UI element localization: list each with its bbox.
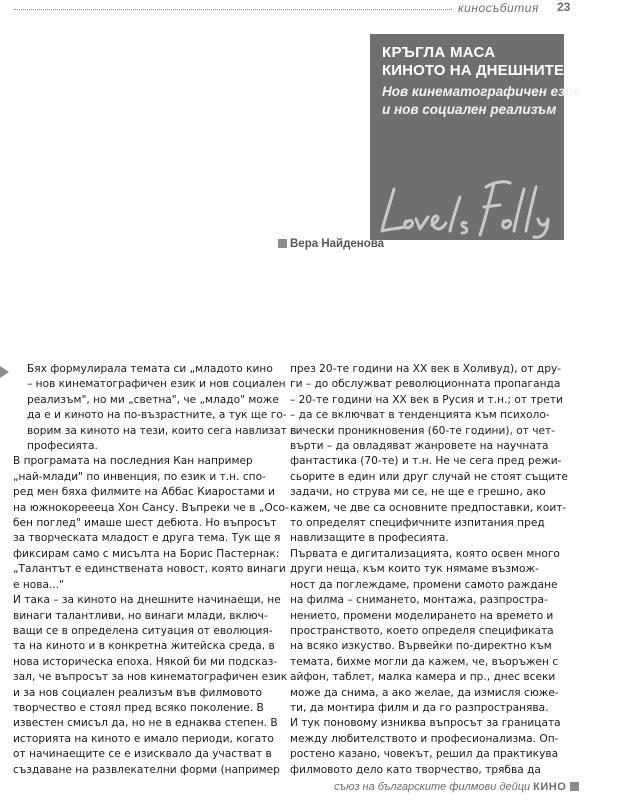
text-line: може да снима, а ако желае, да измисля сюже- bbox=[290, 686, 559, 699]
text-line: между любителството и професионализма. Оп- bbox=[290, 732, 559, 745]
footer-brand: КИНО bbox=[533, 781, 567, 793]
signature-logo bbox=[376, 169, 556, 239]
page-footer bbox=[334, 781, 579, 793]
text-line: темата, бихме могли да кажем, че, въоръжен с bbox=[290, 655, 559, 668]
subtitle-line-1: Нов кинематографичен език bbox=[382, 84, 581, 99]
text-line: на всяко изкуство. Вървейки по-директно към bbox=[290, 640, 552, 653]
text-line: ти, да монтира филм и да го разпространява. bbox=[290, 701, 549, 714]
author-byline bbox=[278, 238, 384, 250]
text-line: върти – да овладяват жанровете на научната bbox=[290, 440, 549, 453]
text-line: фантастика (70-те) и т.н. Не че сега пред режи- bbox=[290, 455, 562, 468]
text-line: навлизащите в професията. bbox=[290, 532, 449, 545]
text-line: зал, че въпросът за нов кинематографичен език bbox=[13, 671, 288, 684]
author-name: Вера Найденова bbox=[290, 238, 385, 250]
footer-square-icon bbox=[570, 782, 579, 791]
text-line: сьорите в един или друг случай не стоят същите bbox=[290, 470, 568, 483]
text-line: – да се включват в тенденцията към психоло- bbox=[290, 409, 550, 422]
text-line: ги – до обслужват революционната пропаганда bbox=[290, 378, 561, 391]
subtitle-line-2: и нов социален реализъм bbox=[382, 102, 557, 117]
text-line: ност да поглеждаме, промени самото раждане bbox=[290, 578, 558, 591]
page-number: 23 bbox=[557, 0, 571, 14]
paragraph bbox=[13, 593, 288, 778]
text-line: то определят специфичните изпитания пред bbox=[290, 517, 545, 530]
arrow-marker-icon bbox=[0, 366, 9, 378]
paragraph bbox=[290, 547, 562, 716]
text-line: създаване на развлекателни форми (например bbox=[13, 763, 280, 776]
text-line: на южнокореееца Хон Сансу. Въпреки че в „Осо- bbox=[13, 501, 289, 514]
text-line: ред мен бяха филмите на Аббас Киаростами и bbox=[13, 486, 275, 499]
text-line: – нов кинематографичен език и нов социален bbox=[27, 378, 286, 391]
text-line: кажем, че две са основните предпоставки, коит- bbox=[290, 501, 567, 514]
section-label: киносъбития bbox=[458, 1, 539, 15]
footer-publisher: съюз на българските филмови дейци bbox=[334, 781, 531, 793]
text-line: през 20-те години на XX век в Холивуд), от дру- bbox=[290, 363, 562, 375]
text-line: на филма – снимането, монтажа, разпростра- bbox=[290, 594, 548, 607]
text-line: от начинаещите се е изисквало да участват в bbox=[13, 748, 272, 761]
text-line: ростено казано, човекът, решил да практикува bbox=[290, 748, 559, 761]
text-line: Първата е дигитализацията, която освен много bbox=[290, 547, 560, 560]
text-line: и за нов социален реализъм във филмовото bbox=[13, 686, 263, 699]
text-line: за творческата младост е друга тема. Тук ще я bbox=[13, 532, 281, 545]
text-line: е нова..." bbox=[13, 578, 65, 591]
text-line: ворим за киното на тези, които сега навлизат в bbox=[27, 424, 297, 437]
title-box bbox=[370, 34, 625, 240]
text-line: творчество е стоял пред всяко поколение. В bbox=[13, 701, 264, 714]
title-line-2: КИНОТО НА ДНЕШНИТЕ МЛАДИ bbox=[382, 62, 625, 79]
text-line: бен поглед" имаше шест дебюта. Но въпросът bbox=[13, 517, 277, 530]
text-line: други неща, към които тук нямаме възмож- bbox=[290, 563, 539, 576]
text-line: професията. bbox=[27, 440, 98, 453]
text-line: да е и киното на по-възрастните, а тук ще го- bbox=[27, 409, 287, 422]
article-left-column bbox=[13, 362, 297, 778]
paragraph bbox=[290, 716, 562, 778]
text-line: Бях формулирала темата си „младото кино bbox=[27, 363, 273, 375]
text-line: историята на киното е имало периоди, когато bbox=[13, 732, 274, 745]
text-line: нението, промени моделирането на времето и bbox=[290, 609, 554, 622]
paragraph bbox=[13, 362, 297, 454]
paragraph bbox=[13, 454, 289, 593]
text-line: ващи се в определена ситуация от еволюция- bbox=[13, 624, 273, 637]
text-line: И така – за киното на днешните начинаещи, не bbox=[13, 594, 281, 607]
paragraph bbox=[290, 362, 568, 547]
text-line: В програмата на последния Кан например bbox=[13, 455, 253, 468]
byline-square-icon bbox=[278, 239, 287, 248]
text-line: реализъм", но ми „светна", че „младо" може bbox=[27, 393, 279, 406]
title-line-1: КРЪГЛА МАСА bbox=[382, 44, 496, 61]
text-line: айфон, таблет, малка камера и пр., днес всеки bbox=[290, 671, 556, 684]
header-dotted-rule bbox=[14, 9, 452, 10]
text-line: нова историческа епоха. Някой би ми подсказ- bbox=[13, 655, 278, 668]
text-line: „най-млади" по инвенция, по език и т.н. спо- bbox=[13, 470, 266, 483]
article-right-column bbox=[290, 362, 568, 778]
text-line: известен смисъл да, но не в еднаква степен. В bbox=[13, 717, 278, 730]
text-line: фиксирам само с мисълта на Борис Пастернак: bbox=[13, 547, 280, 560]
text-line: задачи, но струва ми се, не ще е грешно, ако bbox=[290, 486, 546, 499]
text-line: „Талантът е единствената новост, която винаги bbox=[13, 563, 286, 576]
text-line: пространството, което определя спецификата bbox=[290, 624, 554, 637]
text-line: филмовото дело като творчество, трябва да bbox=[290, 763, 541, 776]
text-line: – 20-те години на XX век в Русия и т.н.; от трети bbox=[290, 393, 563, 406]
text-line: винаги талантливи, но винаги млади, включ- bbox=[13, 609, 268, 622]
text-line: И тук поновому изниква въпросът за границата bbox=[290, 717, 561, 730]
text-line: гически проникновения (60-те години), от чет- bbox=[290, 424, 555, 437]
text-line: та на киното и в конкретна житейска среда, в bbox=[13, 640, 275, 653]
